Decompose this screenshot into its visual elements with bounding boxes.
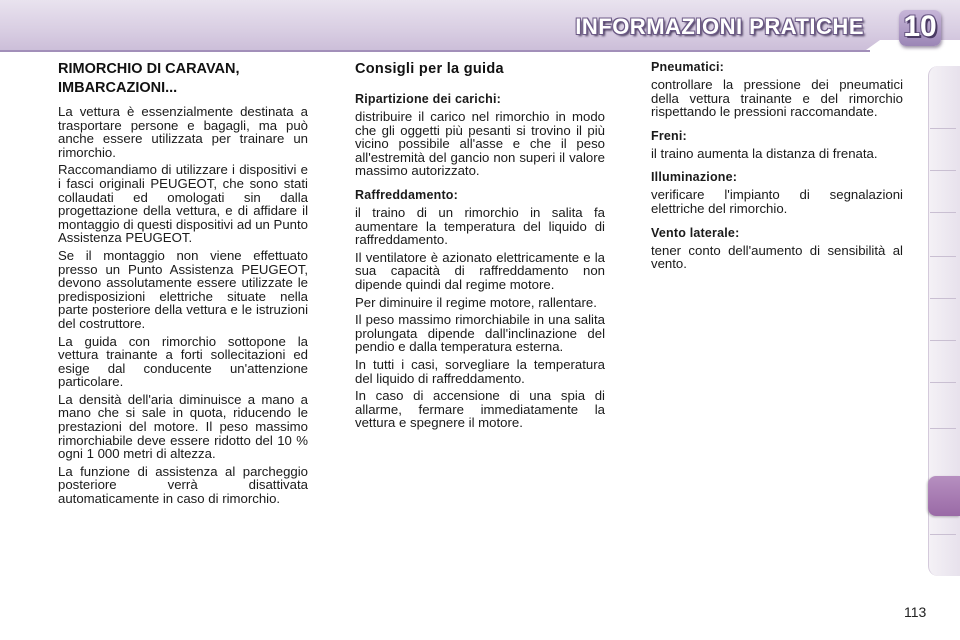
chapter-tab-divider [930, 534, 956, 535]
subsection-heading: Raffreddamento: [355, 187, 459, 202]
paragraph: Il ventilatore è azionato elettricamente e la sua capacità di raffreddamento non dipende quindi dal regime motore. [355, 249, 605, 292]
subsection-heading: Freni: [651, 128, 687, 143]
chapter-tab-divider [930, 428, 956, 429]
subsection-heading: Pneumatici: [651, 60, 725, 74]
subsection-heading: Vento laterale: [651, 225, 740, 240]
chapter-tab-divider [930, 382, 956, 383]
chapter-tab-divider [930, 340, 956, 341]
section-heading: Consigli per la guida [355, 61, 504, 77]
chapter-tab-active[interactable] [928, 476, 960, 516]
paragraph: La guida con rimorchio sottopone la vettura trainante a forti sollecitazioni ed esige dal conducente un'attenzione particolare. [58, 333, 308, 390]
paragraph: La vettura è essenzialmente destinata a trasportare persone e bagagli, ma può anche essere utilizzata per trainare un rimorchio. [58, 104, 308, 160]
paragraph: La funzione di assistenza al parcheggio posteriore verrà disattivata automaticamente in caso di rimorchio. [58, 463, 308, 507]
paragraph: il traino aumenta la distanza di frenata. [651, 145, 878, 161]
header-rule [0, 50, 870, 52]
column-driving-tips [355, 60, 605, 434]
paragraph: La densità dell'aria diminuisce a mano a mano che si sale in quota, riducendo le prestazioni del motore. Il peso massimo rimorchiabile deve essere ridotto del 10 % ogni 1 000 metri di altezza. [58, 391, 308, 462]
paragraph: Il peso massimo rimorchiabile in una salita prolungata dipende dall'inclinazione del pendio e dalla temperatura esterna. [355, 312, 605, 355]
subsection-heading: Illuminazione: [651, 170, 738, 185]
chapter-tab-divider [930, 128, 956, 129]
column-trailer-intro [58, 60, 308, 510]
paragraph: controllare la pressione dei pneumatici della vettura trainante e del rimorchio rispettando le pressioni raccomandate. [651, 77, 903, 120]
paragraph: In caso di accensione di una spia di allarme, fermare immediatamente la vettura e spegnere il motore. [355, 388, 605, 431]
chapter-number: 10 [903, 10, 937, 43]
subsection-heading: Ripartizione dei carichi: [355, 92, 502, 106]
paragraph: Per diminuire il regime motore, rallentare. [355, 294, 597, 310]
chapter-tab-divider [930, 170, 956, 171]
chapter-tab-divider [930, 298, 956, 299]
section-heading: RIMORCHIO DI CARAVAN, IMBARCAZIONI... [58, 61, 240, 96]
paragraph: In tutti i casi, sorvegliare la temperatura del liquido di raffreddamento. [355, 356, 605, 386]
paragraph: distribuire il carico nel rimorchio in modo che gli oggetti più pesanti si trovino il più vicino possibile all'asse e che il peso all'estremità del gancio non superi il valore massimo autorizzato. [355, 109, 605, 179]
chapter-tab-divider [930, 256, 956, 257]
paragraph: il traino di un rimorchio in salita fa aumentare la temperatura del liquido di raffreddamento. [355, 204, 605, 248]
paragraph: verificare l'impianto di segnalazioni elettriche del rimorchio. [651, 187, 903, 216]
paragraph: Se il montaggio non viene effettuato presso un Punto Assistenza PEUGEOT, devono assolutamente essere utilizzate le predisposizioni elettriche situate nella parte posteriore della vettura e le istruzioni del costruttore. [58, 247, 308, 331]
chapter-tab-divider [930, 212, 956, 213]
column-checks [651, 60, 903, 275]
paragraph: tener conto dell'aumento di sensibilità al vento. [651, 242, 903, 272]
chapter-badge [895, 8, 945, 48]
page-number: 113 [904, 604, 927, 620]
page-title: INFORMAZIONI PRATICHE [575, 14, 864, 39]
paragraph: Raccomandiamo di utilizzare i dispositivi e i fasci originali PEUGEOT, che sono stati collaudati ed omologati sin dalla progettazione della vettura, e di affidare il montaggio di questi dispositivi ad un Punto Assistenza PEUGEOT. [58, 162, 308, 246]
